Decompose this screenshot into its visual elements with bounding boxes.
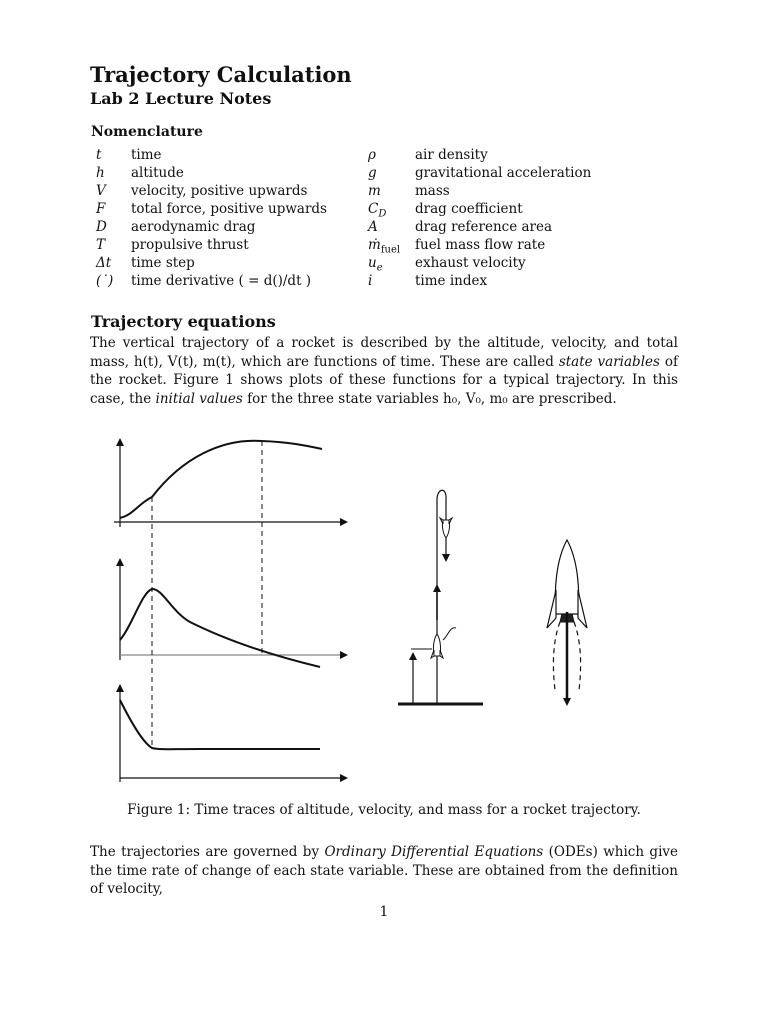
nomenclature-symbol-left-6: Δt <box>96 255 112 271</box>
para2-emphasis-odes: Ordinary Differential Equations <box>324 844 544 860</box>
nomenclature-description-right-3: drag coefficient <box>415 201 523 217</box>
para1-text-c: for the three state variables h₀, V₀, m₀ are prescribed. <box>242 390 617 407</box>
nomenclature-symbol-left-3: F <box>96 201 106 217</box>
figure-caption: Figure 1: Time traces of altitude, velocity, and mass for a rocket trajectory. <box>127 802 641 818</box>
exhaust-plume-right <box>574 622 581 690</box>
rocket-fin-right <box>578 590 587 628</box>
small-rocket-ascending-icon <box>431 628 456 658</box>
nomenclature-symbol-right-1: g <box>368 165 377 181</box>
nomenclature-symbol-right-6: $u_e$ <box>368 255 383 274</box>
nomenclature-description-left-6: time step <box>131 255 195 271</box>
altitude-plot <box>114 441 344 527</box>
altitude-curve <box>120 441 322 518</box>
nomenclature-description-right-1: gravitational acceleration <box>415 165 592 181</box>
section-heading: Trajectory equations <box>91 312 276 331</box>
nomenclature-symbol-left-2: V <box>96 183 106 199</box>
small-rocket-descending-icon <box>440 518 452 538</box>
para1-text-a: The vertical trajectory of a rocket is described by the altitude, velocity, and total mass, h(t), V(t), m(t), which are functions of time. These are called <box>90 335 678 370</box>
nomenclature-heading: Nomenclature <box>91 124 203 140</box>
para1-emphasis-initial-values: initial values <box>155 390 243 407</box>
para1-text-b: of the rocket. Figure 1 shows plots of these functions for a typical trajectory. In this case, the <box>90 353 678 407</box>
nomenclature-description-left-0: time <box>131 147 162 163</box>
mass-curve <box>120 700 320 749</box>
flight-path-sketch <box>398 490 483 704</box>
nomenclature-symbol-left-7: (˙) <box>96 273 114 289</box>
nomenclature-description-right-6: exhaust velocity <box>415 255 526 271</box>
nomenclature-description-left-7: time derivative ( = d()/dt ) <box>131 273 312 289</box>
exhaust-plume-left <box>553 622 560 690</box>
para2-text-a: The trajectories are governed by <box>90 844 325 860</box>
nomenclature-symbol-left-5: T <box>96 237 106 253</box>
page-subtitle: Lab 2 Lecture Notes <box>90 89 272 108</box>
page-title: Trajectory Calculation <box>90 62 352 87</box>
velocity-plot <box>120 562 344 667</box>
page-number: 1 <box>379 904 389 920</box>
nomenclature-description-right-4: drag reference area <box>415 219 553 235</box>
nomenclature-description-right-5: fuel mass flow rate <box>415 237 546 253</box>
rocket-body <box>555 540 578 614</box>
nomenclature-description-right-2: mass <box>415 183 450 199</box>
nomenclature-symbol-left-1: h <box>96 165 105 181</box>
rocket-thrust-diagram <box>547 540 587 702</box>
nomenclature-symbol-right-0: ρ <box>368 147 376 163</box>
para2-text-b: (ODEs) which give the time rate of change of each state variable. These are obtained from the definition of velocity, <box>90 844 679 897</box>
nomenclature-description-right-0: air density <box>415 147 488 163</box>
nomenclature-description-left-5: propulsive thrust <box>131 237 249 253</box>
nomenclature-symbol-left-0: t <box>96 147 102 163</box>
nomenclature-symbol-right-3: $C_D$ <box>368 201 387 220</box>
para1-emphasis-state-variables: state variables <box>558 353 660 370</box>
nomenclature-symbol-right-5: ṁ$_{fuel}$ <box>368 237 401 256</box>
odes-paragraph <box>90 843 678 899</box>
nomenclature-symbol-right-4: A <box>368 219 378 235</box>
nomenclature-description-left-4: aerodynamic drag <box>131 219 256 235</box>
rocket-fin-left <box>547 590 556 628</box>
nomenclature-description-left-3: total force, positive upwards <box>131 201 327 217</box>
nomenclature-description-left-2: velocity, positive upwards <box>131 183 308 199</box>
mass-plot <box>120 688 344 782</box>
nomenclature-description-right-7: time index <box>415 273 488 289</box>
nomenclature-symbol-right-2: m <box>368 183 381 199</box>
nomenclature-symbol-left-4: D <box>96 219 107 235</box>
nomenclature-description-left-1: altitude <box>131 165 184 181</box>
nomenclature-symbol-right-7: i <box>368 273 373 289</box>
